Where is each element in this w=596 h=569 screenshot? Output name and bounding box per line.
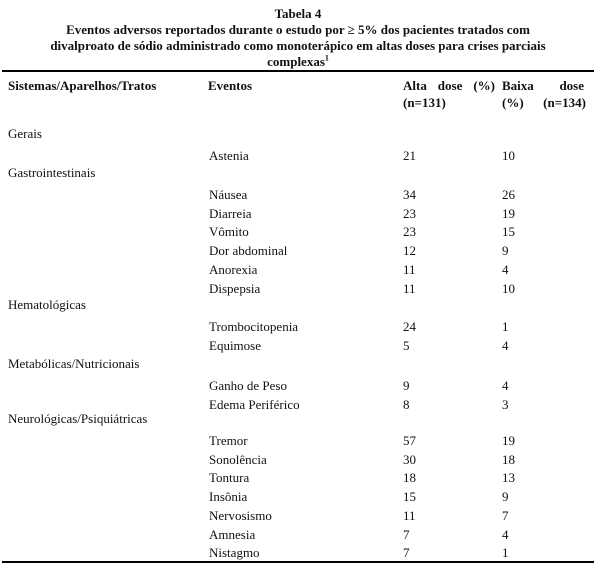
event-name: Tremor [209,433,248,448]
low-dose-value: 18 [502,451,515,467]
event-name: Dor abdominal [209,243,288,259]
event-name: Astenia [209,148,249,163]
system-name: Gerais [8,126,42,141]
header-high-word-1: Alta [403,78,427,93]
system-group-row [0,410,596,428]
event-name: Amnesia [209,526,256,542]
caption-line-2: divalproato de sódio administrado como monoterápico em altas doses para crises parciais [50,38,546,53]
low-dose-value: 7 [502,507,509,523]
table-row [0,242,596,260]
table-row [0,186,596,204]
table-row [0,377,596,395]
table-row [0,432,596,450]
header-event: Eventos [208,78,253,93]
low-dose-value: 19 [502,205,515,221]
header-high-dose [403,77,495,111]
header-low-word-1: Baixa [502,78,534,93]
event-name: Vômito [209,224,249,240]
header-high-word-3: (%) [473,78,495,93]
header-high-word-2: dose [437,78,463,93]
low-dose-value: 9 [502,243,509,259]
system-name: Hematológicas [8,297,86,312]
low-dose-value: 26 [502,187,515,202]
high-dose-value: 8 [403,396,410,412]
high-dose-value: 24 [403,319,416,334]
table-row [0,147,596,165]
table-row [0,469,596,487]
caption-footnote: 1 [324,53,329,63]
low-dose-value: 4 [502,261,509,277]
table-row [0,337,596,355]
system-name: Gastrointestinais [8,165,96,180]
system-group-row [0,164,596,182]
event-name: Anorexia [209,261,258,277]
caption-line-3 [0,54,596,70]
low-dose-value: 1 [502,545,509,561]
event-name: Nistagmo [209,545,260,561]
low-dose-value: 10 [502,280,515,296]
table-caption [0,6,596,70]
table-bottom-rule [2,561,594,563]
table-row [0,261,596,279]
header-high-n: (n=131) [403,95,446,110]
high-dose-value: 21 [403,148,416,163]
table-top-rule [2,70,594,72]
event-name: Tontura [209,470,250,486]
system-group-row [0,125,596,143]
high-dose-value: 18 [403,470,416,486]
high-dose-value: 5 [403,337,410,353]
system-name: Metabólicas/Nutricionais [8,356,140,371]
table-row [0,451,596,469]
table-row [0,544,596,562]
event-name: Nervosismo [209,507,272,523]
event-name: Dispepsia [209,280,261,296]
low-dose-value: 3 [502,396,509,412]
table-row [0,205,596,223]
low-dose-value: 13 [502,470,515,486]
high-dose-value: 7 [403,545,410,561]
high-dose-value: 11 [403,280,416,296]
caption-line-1: Eventos adversos reportados durante o estudo por ≥ 5% dos pacientes tratados com [66,22,530,37]
table-row [0,526,596,544]
header-low-word-2: dose [559,78,584,93]
system-name: Neurológicas/Psiquiátricas [8,411,148,426]
high-dose-value: 30 [403,451,416,467]
high-dose-value: 7 [403,526,410,542]
table-row [0,507,596,525]
table-row [0,318,596,336]
event-name: Sonolência [209,451,267,467]
event-name: Equimose [209,337,261,353]
table-row [0,488,596,506]
header-low-pct: (%) [502,95,524,110]
high-dose-value: 11 [403,507,416,523]
low-dose-value: 4 [502,337,509,353]
table-title: Tabela 4 [274,6,322,21]
high-dose-value: 9 [403,378,410,393]
header-low-dose [502,77,584,111]
low-dose-value: 10 [502,148,515,163]
low-dose-value: 1 [502,319,509,334]
high-dose-value: 12 [403,243,416,259]
low-dose-value: 4 [502,526,509,542]
high-dose-value: 15 [403,489,416,505]
event-name: Ganho de Peso [209,378,287,393]
low-dose-value: 9 [502,489,509,505]
table-row [0,280,596,298]
event-name: Náusea [209,187,248,202]
high-dose-value: 23 [403,205,416,221]
event-name: Diarreia [209,205,252,221]
event-name: Insônia [209,489,248,505]
low-dose-value: 19 [502,433,515,448]
low-dose-value: 4 [502,378,509,393]
high-dose-value: 11 [403,261,416,277]
system-group-row [0,296,596,314]
high-dose-value: 34 [403,187,416,202]
header-system: Sistemas/Aparelhos/Tratos [8,78,157,93]
high-dose-value: 23 [403,224,416,240]
event-name: Edema Periférico [209,396,300,412]
system-group-row [0,355,596,373]
high-dose-value: 57 [403,433,416,448]
caption-line-3-text: complexas [267,54,325,69]
header-low-n: (n=134) [543,95,586,110]
low-dose-value: 15 [502,224,515,240]
table-row [0,223,596,241]
event-name: Trombocitopenia [209,319,299,334]
